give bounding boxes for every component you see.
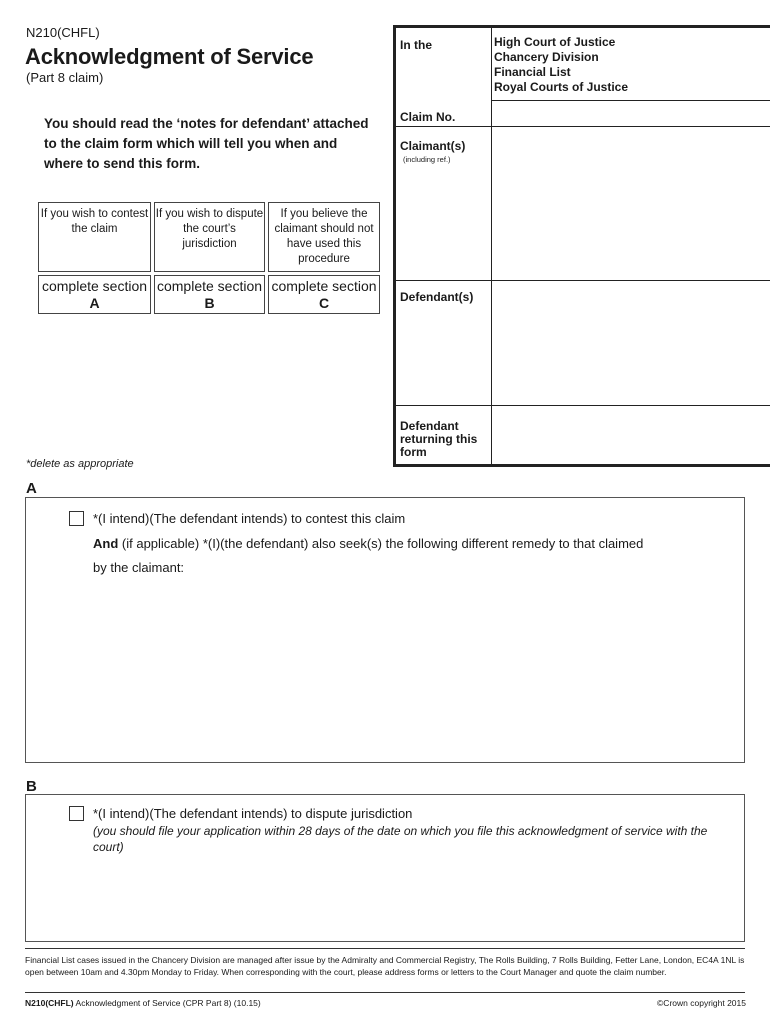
dispute-jurisdiction-note: (you should file your application within 28 days of the date on which you file this acknowledgment of service with the court) [93,824,708,854]
claimants-sublabel: (including ref.) [403,155,451,164]
option-procedure-text: If you believe the claimant should not have used this procedure [268,202,380,272]
dispute-jurisdiction-checkbox[interactable] [69,806,84,821]
remedy-field[interactable] [93,580,733,755]
option-section-letter: C [318,295,330,311]
contest-claim-label: *(I intend)(The defendant intends) to contest this claim [93,511,406,526]
page-title: Acknowledgment of Service [25,44,314,69]
form-reference [25,998,261,1008]
section-b-letter: B [26,778,37,795]
remedy-text [93,536,643,551]
claim-no-label: Claim No. [400,110,456,124]
form-reference-code: N210(CHFL) [25,998,74,1008]
section-a-letter: A [26,480,37,497]
defendant-returning-label: Defendant returning this form [400,419,478,459]
defendants-field[interactable] [492,281,770,405]
dispute-jurisdiction-label: *(I intend)(The defendant intends) to dispute jurisdiction [93,806,413,821]
court-line: Chancery Division [494,50,599,64]
remedy-text-line2: by the claimant: [93,560,185,575]
option-section-letter: B [204,295,215,311]
court-line: Financial List [494,65,571,79]
court-name [494,35,628,95]
delete-note: *delete as appropriate [26,458,134,470]
option-action-label: complete section [271,278,377,294]
in-the-label: In the [400,38,432,52]
court-line: High Court of Justice [494,35,616,49]
claimants-field[interactable] [492,127,770,280]
footer-note: Financial List cases issued in the Chancery Division are managed after issue by the Admiralty and Commercial Registry, The Rolls Building, 7 Rolls Building, Fetter Lane, London, EC4A 1NL is open between 10am and 4.30pm Monday to Friday. When corresponding with the court, please address forms or letters to the Court Manager and quote the claim number. [25,955,745,977]
defendants-label: Defendant(s) [400,290,474,304]
option-dispute-section [154,275,265,314]
option-action-label: complete section [41,278,148,294]
option-section-letter: A [89,295,100,311]
copyright: ©Crown copyright 2015 [657,998,746,1008]
footer-rule-top [25,948,745,949]
claim-no-field[interactable] [492,101,770,126]
defendant-returning-field[interactable] [492,406,770,464]
page-subtitle: (Part 8 claim) [26,70,104,85]
option-dispute-text: If you wish to dispute the court’s jurisdiction [154,202,265,272]
read-notes-instruction: You should read the ‘notes for defendant’ attached to the claim form which will tell you when and where to send this form. [44,116,369,171]
footer-rule-bottom [25,992,745,993]
option-contest-section [38,275,151,314]
form-reference-text: Acknowledgment of Service (CPR Part 8) (10.15) [73,998,261,1008]
option-action-label: complete section [156,278,263,294]
remedy-text-line1: (if applicable) *(I)(the defendant) also seek(s) the following different remedy to that claimed [118,536,644,551]
contest-claim-checkbox[interactable] [69,511,84,526]
form-code: N210(CHFL) [26,25,100,40]
court-line: Royal Courts of Justice [494,80,629,94]
claimants-label: Claimant(s) [400,139,466,153]
and-bold: And [93,536,119,551]
option-procedure-section [268,275,380,314]
court-details-box [393,25,770,467]
option-contest-text: If you wish to contest the claim [38,202,151,272]
